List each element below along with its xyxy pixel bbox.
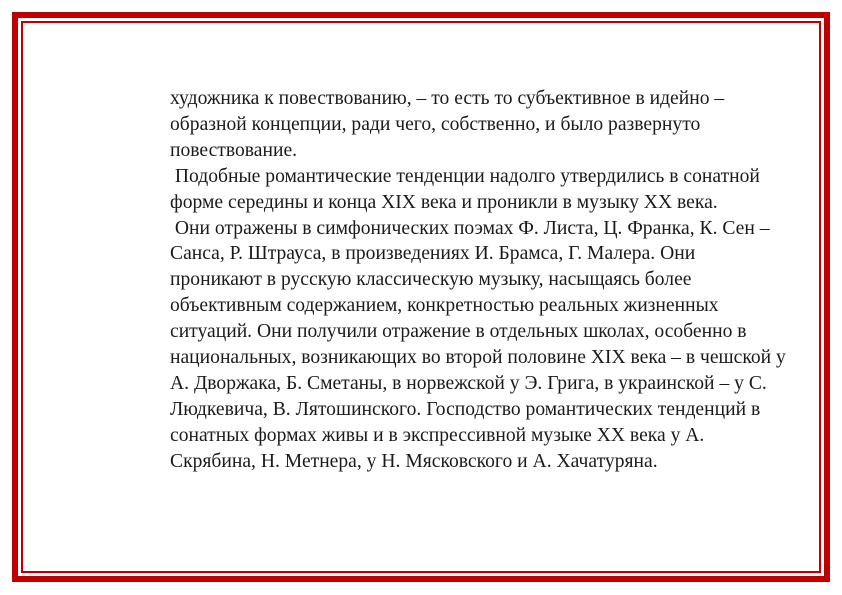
paragraph-3: Они отражены в симфонических поэмах Ф. Листа, Ц. Франка, К. Сен – Санса, Р. Штрауса, в произведениях И. Брамса, Г. Малера. Они проникают в русскую классическую музыку, насыщаясь более объективным содержанием, конкретностью реальных жизненных ситуаций. Они получили отражение в отдельных школах, особенно в национальных, возникающих во второй половине XIX века – в чешской у А. Дворжака, Б. Сметаны, в норвежской у Э. Грига, в украинской – у С. Людкевича, В. Лятошинского. Господство романтических тенденций в сонатных формах живы и в экспрессивной музыке XX века у А. Скрябина, Н. Метнера, у Н. Мясковского и А. Хачатуряна. (170, 217, 791, 472)
paragraph-2: Подобные романтические тенденции надолго утвердились в сонатной форме середины и конца XIX века и проникли в музыку XX века. (170, 165, 765, 213)
slide-text-block (170, 86, 790, 475)
paragraph-1: художника к повествованию, – то есть то субъективное в идейно – образной концепции, ради чего, собственно, и было развернуто повествование. (170, 88, 730, 161)
